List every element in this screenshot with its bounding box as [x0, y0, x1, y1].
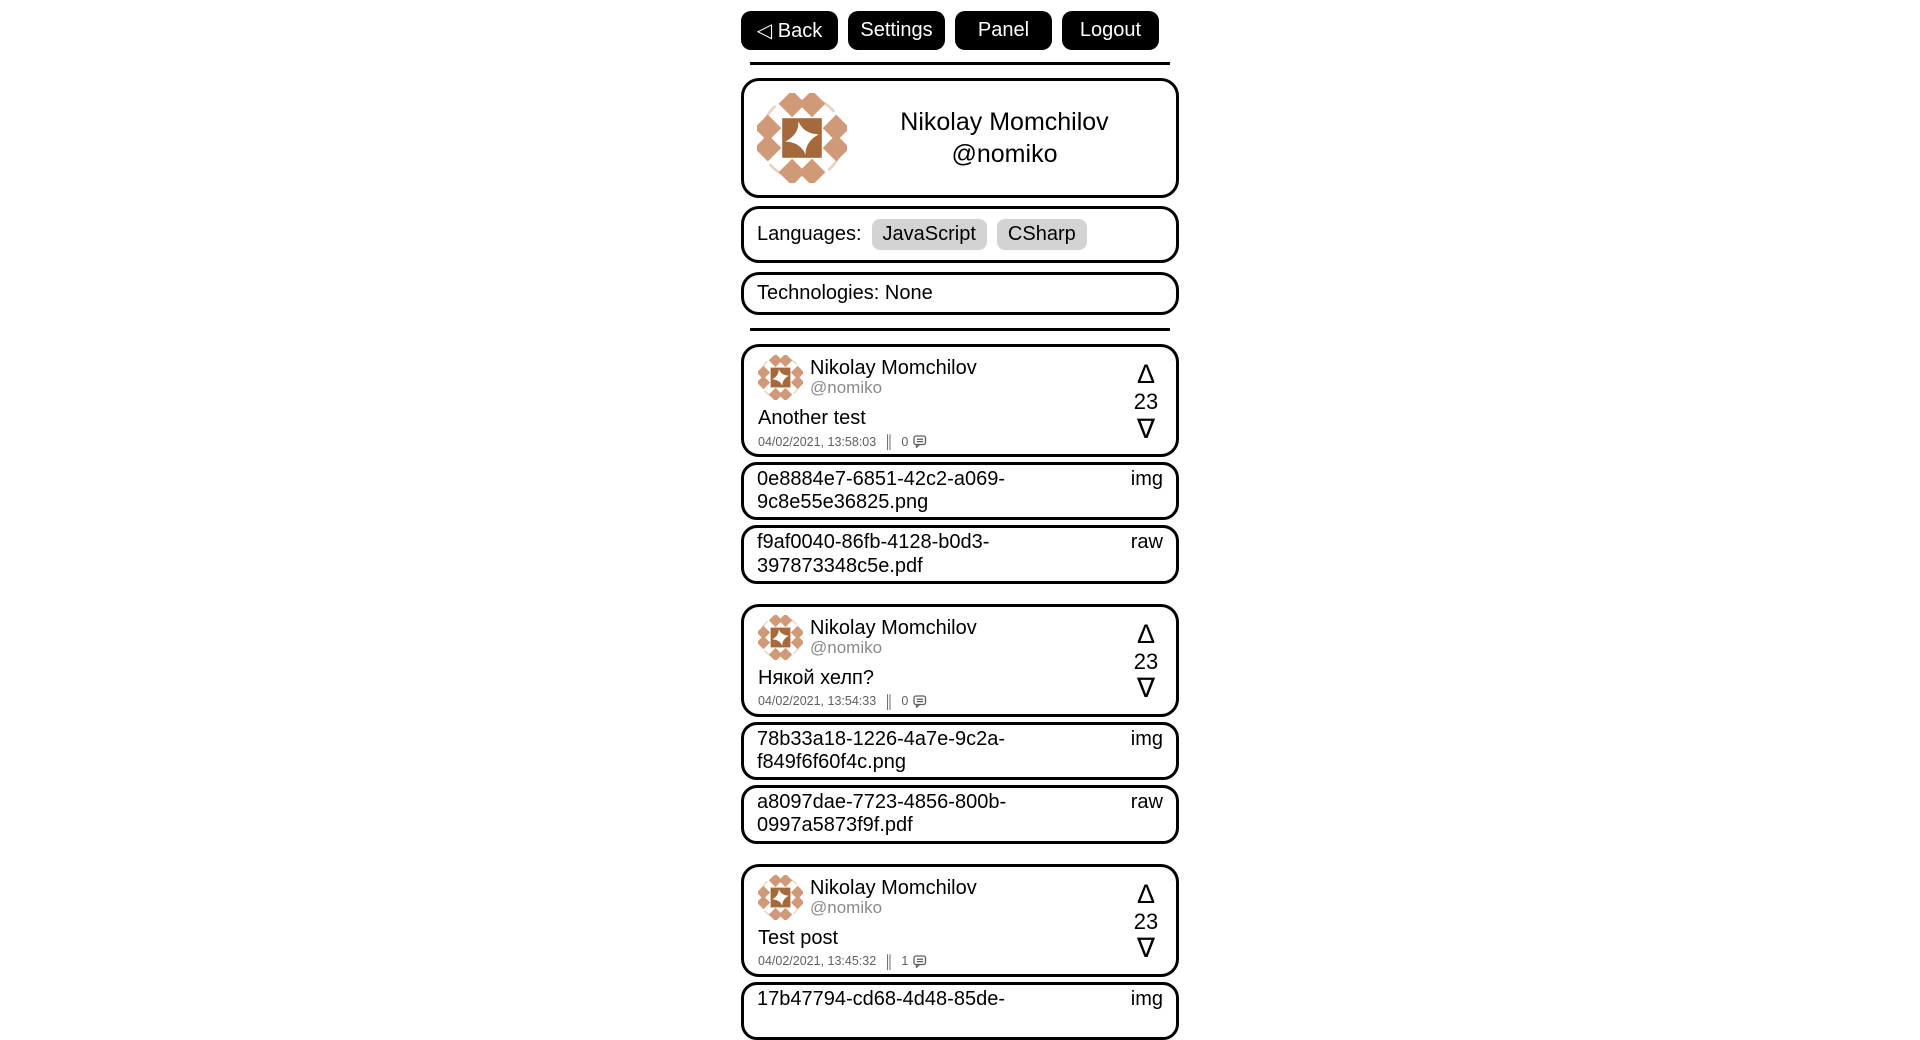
- post-meta: [758, 694, 1124, 709]
- attachment-type-label: img: [1130, 468, 1163, 490]
- comments-icon: [913, 695, 927, 708]
- post-meta: [758, 954, 1124, 969]
- post: [741, 604, 1179, 844]
- logout-button[interactable]: Logout: [1062, 11, 1159, 50]
- vote-count: 23: [1133, 908, 1159, 934]
- post-card[interactable]: [741, 344, 1179, 457]
- identicon-avatar: [758, 615, 803, 660]
- comments-icon: [913, 955, 927, 968]
- post-timestamp: 04/02/2021, 13:58:03: [758, 434, 877, 449]
- profile-card: [741, 78, 1179, 198]
- top-nav: [741, 11, 1179, 50]
- post-author-names: [810, 357, 977, 398]
- identicon-avatar: [758, 355, 803, 400]
- upvote-icon[interactable]: Δ: [1136, 359, 1156, 390]
- profile-names: [847, 106, 1162, 170]
- languages-card: [741, 206, 1179, 263]
- post-card[interactable]: [741, 604, 1179, 717]
- content-column: [741, 0, 1179, 1040]
- post-author-names: [810, 877, 977, 918]
- posts-list: [741, 344, 1179, 1040]
- post-author-avatar: [758, 875, 803, 920]
- post-author-name: Nikolay Momchilov: [810, 876, 977, 899]
- downvote-icon[interactable]: ∇: [1136, 413, 1156, 444]
- post-author-avatar: [758, 355, 803, 400]
- comment-count: 1: [901, 954, 909, 968]
- vote-count: 23: [1133, 389, 1159, 415]
- panel-button[interactable]: Panel: [955, 11, 1052, 50]
- attachment-row[interactable]: [741, 722, 1179, 780]
- upvote-icon[interactable]: Δ: [1136, 878, 1156, 909]
- attachment-list: [741, 982, 1179, 1040]
- profile-avatar: [757, 93, 847, 183]
- post-author-row: [758, 875, 1124, 920]
- post: [741, 344, 1179, 584]
- identicon-avatar: [758, 875, 803, 920]
- attachment-row[interactable]: [741, 982, 1179, 1040]
- attachment-row[interactable]: [741, 462, 1179, 520]
- attachment-type-label: img: [1130, 987, 1163, 1010]
- post-content: [758, 355, 1124, 449]
- language-tag-csharp: CSharp: [997, 219, 1087, 250]
- vote-column: [1124, 875, 1168, 969]
- post-title: Някой хелп?: [758, 666, 874, 689]
- comment-count: 0: [901, 694, 909, 709]
- back-button[interactable]: ◁ Back: [741, 11, 838, 50]
- downvote-icon[interactable]: ∇: [1136, 673, 1156, 704]
- post-author-row: [758, 615, 1124, 660]
- profile-name: Nikolay Momchilov: [900, 108, 1109, 136]
- post-title: Test post: [758, 926, 839, 949]
- post-author-name: Nikolay Momchilov: [810, 357, 977, 380]
- attachment-row[interactable]: [741, 525, 1179, 583]
- post-timestamp: 04/02/2021, 13:45:32: [758, 954, 877, 968]
- technologies-card: [741, 272, 1179, 315]
- post-author-names: [810, 617, 977, 658]
- attachment-filename: 78b33a18-1226-4a7e-9c2a-f849f6f60f4c.png: [757, 727, 1005, 773]
- attachment-filename: 17b47794-cd68-4d48-85de-: [757, 987, 1005, 1010]
- attachment-list: [741, 722, 1179, 844]
- meta-separator: ║: [884, 434, 894, 449]
- attachment-filename: 0e8884e7-6851-42c2-a069-9c8e55e36825.png: [757, 468, 1005, 514]
- post-author-row: [758, 355, 1124, 400]
- upvote-icon[interactable]: Δ: [1136, 619, 1156, 650]
- technologies-value: None: [884, 282, 933, 304]
- post-author-avatar: [758, 615, 803, 660]
- post-title: Another test: [758, 407, 866, 429]
- language-tag-javascript: JavaScript: [872, 219, 987, 250]
- post-author-handle: @nomiko: [810, 637, 883, 657]
- comment-count: 0: [901, 434, 909, 449]
- vote-column: [1124, 355, 1168, 449]
- divider-posts: [750, 328, 1170, 331]
- settings-button[interactable]: Settings: [848, 11, 945, 50]
- attachment-filename: f9af0040-86fb-4128-b0d3-397873348c5e.pdf: [757, 531, 990, 577]
- languages-label: Languages:: [757, 223, 862, 245]
- attachment-filename: a8097dae-7723-4856-800b-0997a5873f9f.pdf: [757, 791, 1007, 837]
- identicon-avatar: [757, 93, 847, 183]
- technologies-label: Technologies:: [757, 282, 880, 304]
- post-author-handle: @nomiko: [810, 378, 883, 398]
- profile-handle: @nomiko: [951, 140, 1058, 168]
- comments-icon: [913, 435, 927, 448]
- post: [741, 864, 1179, 1040]
- post-card[interactable]: [741, 864, 1179, 977]
- meta-separator: ║: [884, 693, 894, 709]
- attachment-type-label: raw: [1130, 531, 1163, 554]
- attachment-type-label: raw: [1130, 791, 1163, 814]
- post-content: [758, 875, 1124, 969]
- vote-count: 23: [1133, 649, 1159, 675]
- post-content: [758, 615, 1124, 709]
- vote-column: [1124, 615, 1168, 709]
- downvote-icon[interactable]: ∇: [1136, 933, 1156, 964]
- attachment-row[interactable]: [741, 785, 1179, 843]
- divider-top: [750, 62, 1170, 65]
- post-timestamp: 04/02/2021, 13:54:33: [758, 694, 877, 709]
- attachment-list: [741, 462, 1179, 584]
- post-author-handle: @nomiko: [810, 897, 883, 917]
- attachment-type-label: img: [1130, 727, 1163, 750]
- meta-separator: ║: [884, 953, 894, 969]
- post-meta: [758, 434, 1124, 449]
- post-author-name: Nikolay Momchilov: [810, 616, 977, 639]
